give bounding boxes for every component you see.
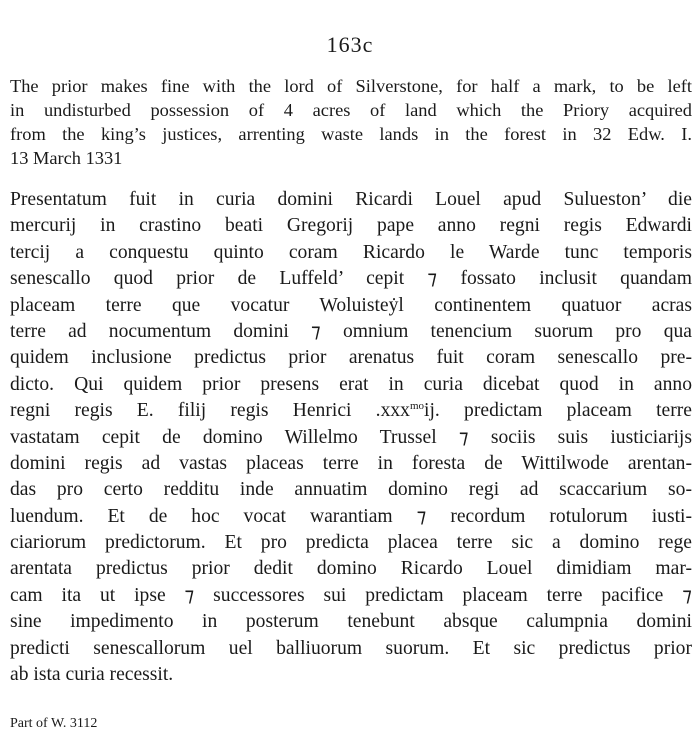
body-line: dicto. Qui quidem prior presens erat in curia dicebat quod in anno [10,373,692,395]
document-summary [10,74,692,170]
body-line: arentata predictus prior dedit domino Ricardo Louel dimidiam mar- [10,558,692,580]
body-line: placeam terre que vocatur Woluisteẏl continentem quatuor acras [10,294,692,316]
body-line: cam ita ut ipse ⁊ successores sui predictam placeam terre pacifice ⁊ [10,584,692,606]
body-line: senescallo quod prior de Luffeld’ cepit ⁊ fossato inclusit quandam [10,268,692,290]
superscript-abbreviation: mo [409,400,425,413]
summary-line: from the king’s justices, arrenting waste lands in the forest in 32 Edw. I. [10,124,692,144]
body-line: quidem inclusione predictus prior arenatus fuit coram senescallo pre- [10,347,692,369]
body-line: mercurij in crastino beati Gregorij pape anno regni regis Edwardi [10,215,692,237]
body-line: das pro certo redditu inde annuatim domino regi ad scaccarium so- [10,479,692,501]
summary-date: 13 March 1331 [10,148,123,168]
body-line: tercij a conquestu quinto coram Ricardo le Warde tunc temporis [10,241,692,263]
summary-line: The prior makes fine with the lord of Silverstone, for half a mark, to be left [10,76,692,96]
document-number: 163c [326,32,374,57]
body-line: sine impedimento in posterum tenebunt absque calumpnia domini [10,611,692,633]
body-line: domini regis ad vastas placeas terre in foresta de Wittilwode arentan- [10,452,692,474]
body-line: terre ad nocumentum domini ⁊ omnium tenencium suorum pro qua [10,320,692,342]
body-line: vastatam cepit de domino Willelmo Trussel ⁊ sociis suis iusticiarijs [10,426,692,448]
body-line: ciariorum predictorum. Et pro predicta placea terre sic a domino rege [10,532,692,554]
body-line: predicti senescallorum uel balliuorum suorum. Et sic predictus prior [10,637,692,659]
body-line: luendum. Et de hoc vocat warantiam ⁊ recordum rotulorum iusti- [10,505,692,527]
summary-line: in undisturbed possession of 4 acres of land which the Priory acquired [10,100,692,120]
body-line-with-superscript [10,398,692,424]
body-line: ab ista curia recessit. [10,664,174,686]
body-line: Presentatum fuit in curia domini Ricardi Louel apud Sulueston’ die [10,189,692,210]
source-footnote: Part of W. 3112 [10,716,98,731]
body-line-tail: ij. predictam placeam terre [424,400,692,422]
latin-transcription [10,187,692,688]
body-line-head: regni regis E. filij regis Henrici .xxx [10,400,410,422]
